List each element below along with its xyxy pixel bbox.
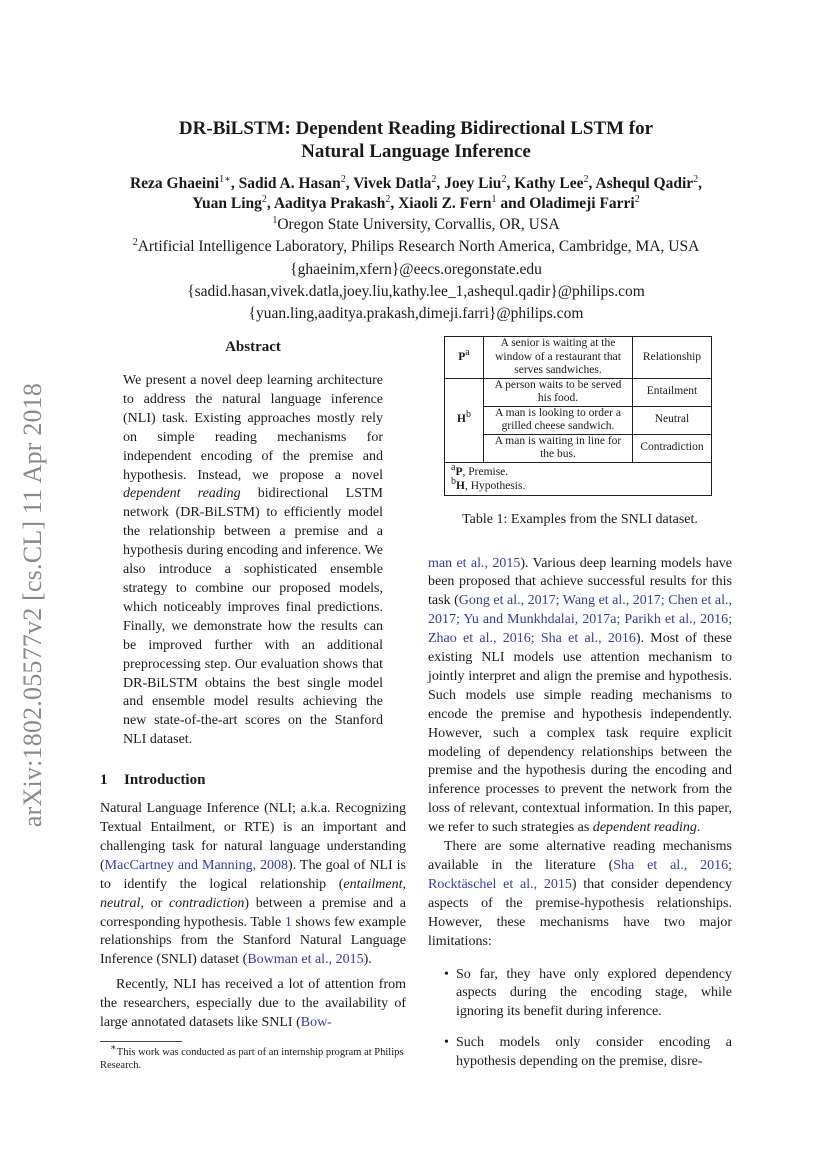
intro-paragraph-2-start: Recently, NLI has received a lot of attention from the researchers, especially due to the availability of large annotated datasets like SNLI (Bow- <box>100 977 406 1031</box>
table-notes-row <box>445 462 712 495</box>
table-row <box>445 406 712 434</box>
author: Joey Liu$^2$, <box>444 173 515 192</box>
affiliation-1: $^1$Oregon State University, Corvallis, OR, USA <box>272 214 560 233</box>
premise-label: $P^a$ <box>445 337 484 379</box>
right-column <box>428 336 732 1084</box>
table-ref-link[interactable]: 1 <box>284 914 292 930</box>
citation-link[interactable]: Bow- <box>300 1015 332 1031</box>
email-line: {ghaeinim,xfern}@eecs.oregonstate.edu <box>290 260 542 278</box>
relationship-cell: Neutral <box>633 406 712 434</box>
citation-link[interactable]: Gong et al., 2017; Wang et al., 2017; Chen et al., 2017; Yu and Munkhdalai, 2017a; Parikh et al., 2016; Zhao et al., 2016; Sha et al., 2016 <box>428 593 732 647</box>
table-row <box>445 434 712 462</box>
arxiv-watermark <box>19 365 47 845</box>
affiliations <box>90 214 742 325</box>
intro-paragraph-2-cont: man et al., 2015). Various deep learning models have been proposed that achieve successful results for this task (Gong et al., 2017; Wang et al., 2017; Chen et al., 2017; Yu and Munkhdalai, 2017a; Parikh et al., 2016; Zhao et al., 2016; Sha et al., 2016). Most of these existing NLI models use attention mechanism to jointly interpret and align the premise and hypothesis. Such models use simple reading mechanisms to encode the premise and hypothesis independently. However, such a complex task require explicit modeling of dependency relationships between the premise and the hypothesis during the encoding and inference processes to prevent the network from the loss of relevant, contextual information. In this paper, we refer to such strategies as dependent reading. <box>428 555 732 836</box>
hypothesis-cell: A person waits to be served his food. <box>484 378 633 406</box>
table-note-b: $^b$H, Hypothesis. <box>451 475 526 492</box>
arxiv-id-text: arXiv:1802.05577v2 [cs.CL] 11 Apr 2018 <box>18 382 47 828</box>
footnote: ∗This work was conducted as part of an internship program at Philips Research. <box>100 1042 404 1071</box>
author: Kathy Lee$^2$, <box>514 173 596 192</box>
bullet-icon: • <box>444 966 449 982</box>
author: Sadid A. Hasan$^2$, <box>238 173 354 192</box>
author: Vivek Datla$^2$, <box>353 173 445 192</box>
relationship-cell: Entailment <box>633 378 712 406</box>
left-column <box>100 336 406 1072</box>
premise-cell: A senior is waiting at the window of a restaurant that serves sandwiches. <box>484 337 633 379</box>
limitations-list <box>428 966 732 1073</box>
table-note-a: $^a$P, Premise. <box>451 461 509 478</box>
author: Yuan Ling$^2$, <box>192 193 274 212</box>
title-line-2: Natural Language Inference <box>301 141 531 162</box>
citation-link[interactable]: MacCartney and Manning, 2008 <box>104 857 289 873</box>
relationship-header: Relationship <box>633 337 712 379</box>
author: Oladimeji Farri$^2$ <box>529 193 640 212</box>
affiliation-2: $^2$Artificial Intelligence Laboratory, Philips Research North America, Cambridge, MA, USA <box>132 237 700 256</box>
hypothesis-cell: A man is waiting in line for the bus. <box>484 434 633 462</box>
table-row <box>445 378 712 406</box>
table-caption: Table 1: Examples from the SNLI dataset. <box>462 511 698 527</box>
email-line: {sadid.hasan,vivek.datla,joey.liu,kathy.lee_1,ashequl.qadir}@philips.com <box>187 282 645 300</box>
author-list <box>100 174 732 214</box>
list-item: • So far, they have only explored dependency aspects during the encoding stage, while ignoring its benefit during inference. <box>444 966 732 1020</box>
author: Xiaoli Z. Fern$^1$ and <box>398 193 530 212</box>
citation-link[interactable]: man et al., 2015 <box>428 555 521 571</box>
title-line-1: DR-BiLSTM: Dependent Reading Bidirectional LSTM for <box>178 118 654 139</box>
abstract-heading: Abstract <box>225 339 281 355</box>
author: Aaditya Prakash$^2$, <box>273 193 399 212</box>
hypothesis-label: $H^b$ <box>445 378 484 462</box>
bullet-icon: • <box>444 1035 449 1051</box>
citation-link[interactable]: Sha et al., 2016; Rocktäschel et al., 2015 <box>428 858 732 892</box>
section-heading-introduction: 1 Introduction <box>100 772 206 789</box>
author: Reza Ghaeini$^{1∗}$, <box>129 173 239 192</box>
relationship-cell: Contradiction <box>633 434 712 462</box>
snli-examples-table <box>444 336 712 496</box>
email-line: {yuan.ling,aaditya.prakash,dimeji.farri}@philips.com <box>248 305 584 323</box>
citation-link[interactable]: Bowman et al., 2015 <box>247 952 364 968</box>
abstract-body: We present a novel deep learning architecture to address the natural language inference (NLI) task. Existing approaches mostly rely on simple reading mechanisms for independent encoding of the premise and hypothesis. Instead, we propose a novel dependent reading bidirectional LSTM network (DR-BiLSTM) to efficiently model the relationship between a premise and a hypothesis during encoding and inference. We also introduce a sophisticated ensemble strategy to combine our proposed models, which noticeably improves final predictions. Finally, we demonstrate how the results can be improved further with an additional preprocessing step. Our evaluation shows that DR-BiLSTM obtains the best single model and ensemble model results achieving the new state-of-the-art scores on the Stanford NLI dataset. <box>123 373 383 748</box>
intro-paragraph-1: Natural Language Inference (NLI; a.k.a. Recognizing Textual Entailment, or RTE) is an important and challenging task for natural language understanding (MacCartney and Manning, 2008). The goal of NLI is to identify the logical relationship (entailment, neutral, or contradiction) between a premise and a corresponding hypothesis. Table 1 shows few example relationships from the Stanford Natural Language Inference (SNLI) dataset (Bowman et al., 2015). <box>100 801 407 968</box>
author: Ashequl Qadir$^2$, <box>595 173 703 192</box>
table-notes <box>445 462 712 495</box>
table-row <box>445 337 712 379</box>
intro-paragraph-3: There are some alternative reading mechanisms available in the literature (Sha et al., 2016; Rocktäschel et al., 2015) that consider dependency aspects of the premise-hypothesis relationships. However, these mechanisms have two major limitations: <box>428 839 732 949</box>
paper-title <box>100 117 732 163</box>
list-item: • Such models only consider encoding a hypothesis depending on the premise, disre- <box>444 1035 732 1070</box>
hypothesis-cell: A man is looking to order a grilled cheese sandwich. <box>484 406 633 434</box>
